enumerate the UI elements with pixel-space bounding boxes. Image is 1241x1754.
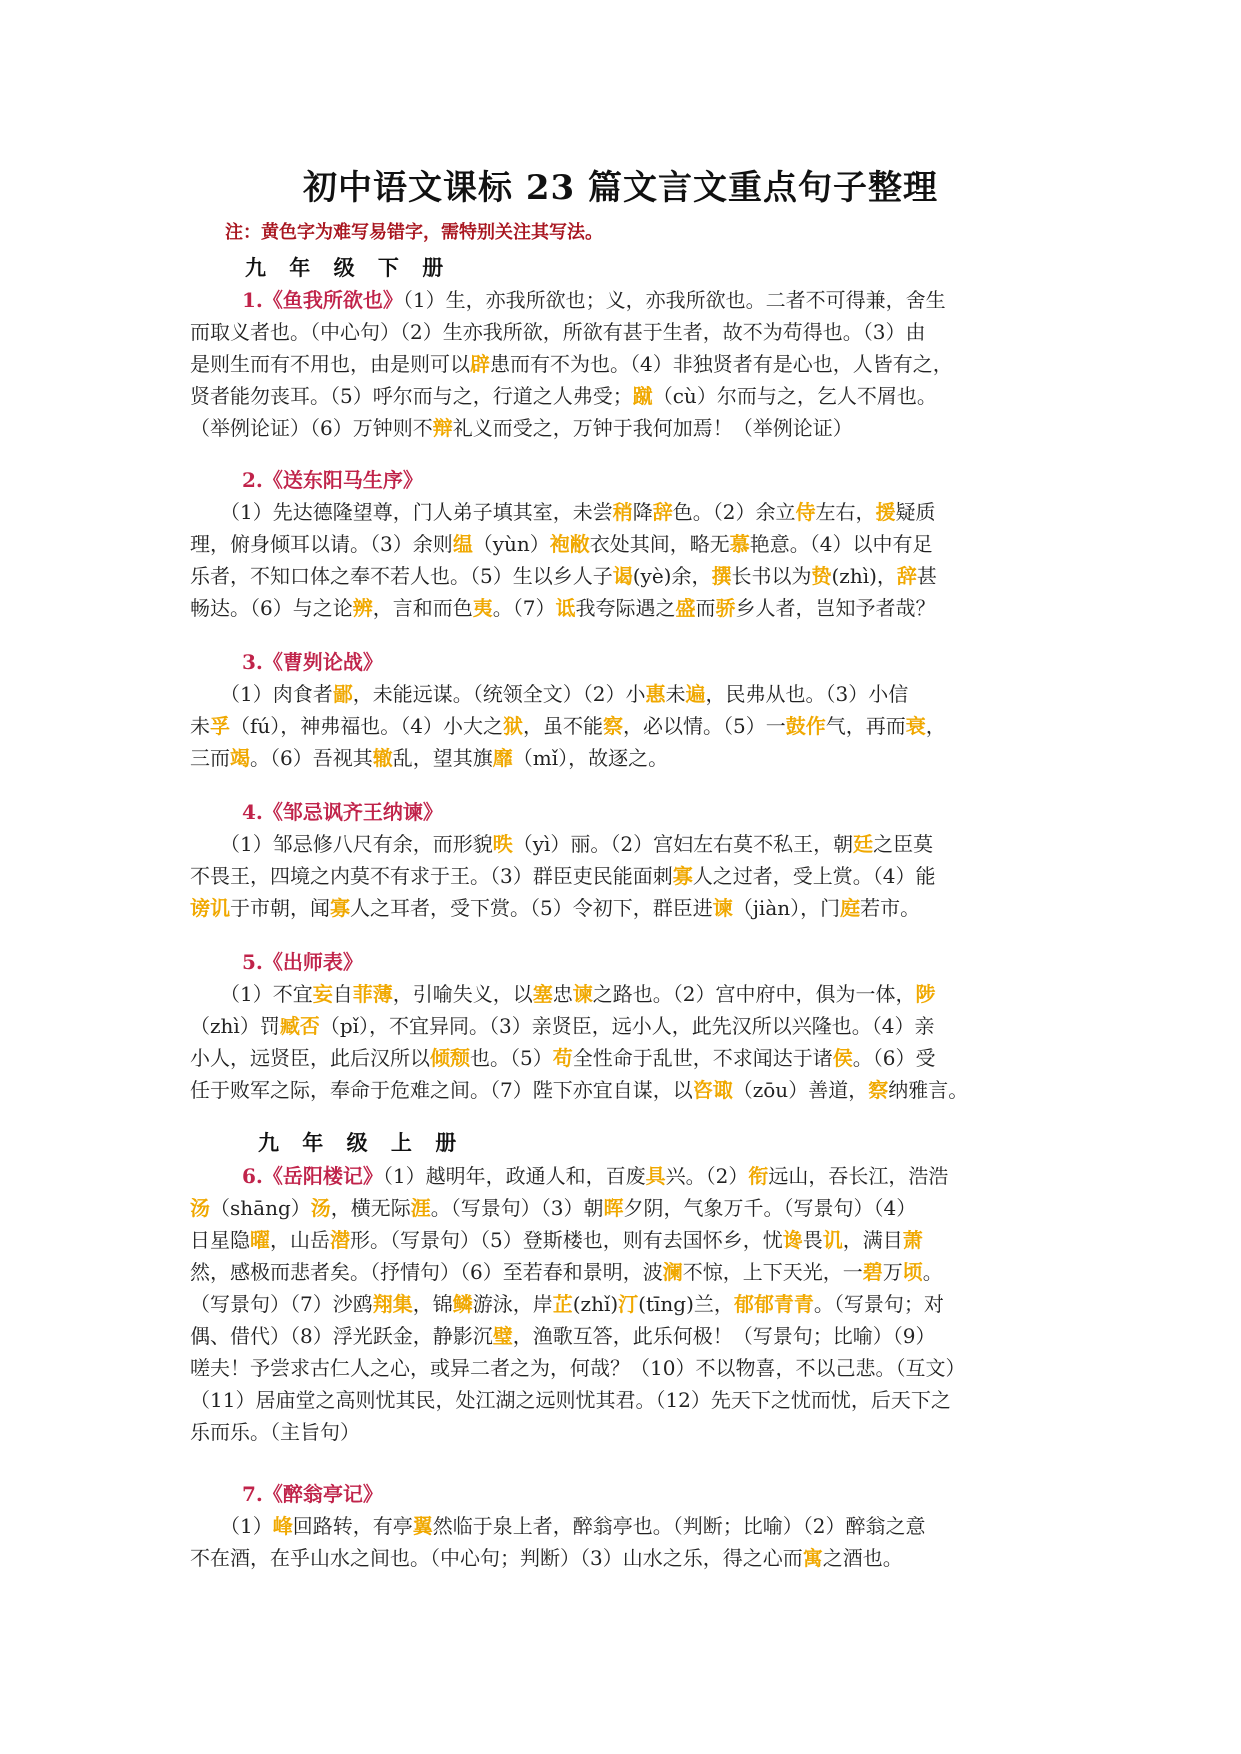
section-title: 《送东阳马生序》 — [262, 468, 423, 492]
highlight-char: 顷 — [902, 1260, 923, 1284]
highlight-char: 寓 — [802, 1546, 823, 1570]
highlight-char: 辨 — [352, 596, 373, 620]
highlight-char: 袍敝 — [549, 532, 590, 556]
highlight-char: 察 — [603, 714, 624, 738]
highlight-char: 郁郁青青 — [733, 1292, 814, 1316]
sentence-text: （1）不宜 — [220, 982, 313, 1006]
sentence-text: 理，俯身倾耳以请。（3）余则 — [190, 532, 453, 556]
sentence-text: 是则生而有不用也，由是则可以 — [190, 352, 470, 376]
sentence-text: （yì）丽。（2）宫妇左右莫不私王，朝 — [512, 832, 854, 856]
sentence-text: ， — [925, 714, 946, 738]
sentence-text: （11）居庙堂之高则忧其民，处江湖之远则忧其君。（12）先天下之忧而忧，后天下之 — [190, 1388, 951, 1412]
highlight-char: 蹴 — [632, 384, 653, 408]
sentence-text: 纳雅言。 — [888, 1078, 969, 1102]
section-number: 7. — [242, 1482, 263, 1506]
text-line — [190, 892, 1056, 924]
section-title: 《醉翁亭记》 — [262, 1482, 383, 1506]
highlight-char: 汀 — [618, 1292, 639, 1316]
section-heading — [190, 946, 1056, 978]
sentence-text: ，满目 — [842, 1228, 903, 1252]
highlight-char: 璧 — [492, 1324, 513, 1348]
sentence-text: 忠 — [552, 982, 573, 1006]
highlight-char: 曜 — [250, 1228, 270, 1252]
sentence-text: 疑质 — [895, 500, 936, 524]
sentence-text: 之臣莫 — [873, 832, 934, 856]
sentence-text: 兴。（2） — [665, 1164, 749, 1188]
sentence-text: （pǐ），不宜异同。（3）亲贤臣，远小人，此先汉所以兴隆也。（4）亲 — [319, 1014, 935, 1038]
sentence-text: 。（6）吾视其 — [250, 746, 373, 770]
sentence-text: 游泳，岸 — [472, 1292, 553, 1316]
sentence-text: 未 — [190, 714, 210, 738]
highlight-char: 盛 — [675, 596, 696, 620]
sentence-text: 偶、借代）（8）浮光跃金，静影沉 — [190, 1324, 493, 1348]
section-7 — [190, 1478, 1056, 1578]
sentence-text: 于市朝，闻 — [230, 896, 330, 920]
section-title: 《出师表》 — [262, 950, 363, 974]
text-line — [190, 978, 1056, 1010]
highlight-char: 翼 — [412, 1514, 433, 1538]
section-heading — [190, 1478, 1056, 1510]
text-line — [190, 1010, 1056, 1042]
sentence-text: 礼义而受之，万钟于我何加焉！（举例论证） — [452, 416, 853, 440]
sentence-text: 色。（2）余立 — [672, 500, 796, 524]
sentence-text: 不惊，上下天光，一 — [682, 1260, 863, 1284]
sentence-text: 嗟夫！予尝求古仁人之心，或异二者之为，何哉？（10）不以物喜，不以己悲。（互文） — [190, 1356, 966, 1380]
highlight-char: 涯 — [410, 1196, 431, 1220]
sentence-text: （写景句）（7）沙鸥 — [190, 1292, 373, 1316]
sentence-text: 而 — [695, 596, 716, 620]
highlight-char: 澜 — [662, 1260, 683, 1284]
sentence-text: 未 — [665, 682, 686, 706]
text-line — [190, 592, 1056, 624]
highlight-char: 谏 — [572, 982, 593, 1006]
highlight-char: 晖 — [603, 1196, 624, 1220]
sentence-text: （1）生，亦我所欲也；义，亦我所欲也。二者不可得兼，舍生 — [402, 288, 946, 312]
text-line — [190, 710, 1056, 742]
section-number: 5. — [242, 950, 263, 974]
sentence-text: 人之耳者，受下赏。（5）令初下，群臣进 — [350, 896, 713, 920]
sentence-text: ，锦 — [412, 1292, 453, 1316]
sentence-text: 若市。 — [860, 896, 921, 920]
highlight-char: 讥 — [822, 1228, 843, 1252]
section-title: 《岳阳楼记》 — [262, 1164, 383, 1188]
text-line — [190, 1384, 1056, 1416]
highlight-char: 臧否 — [279, 1014, 320, 1038]
sentence-text: 夕阴，气象万千。（写景句）（4） — [623, 1196, 917, 1220]
sentence-text: 贤者能勿丧耳。（5）呼尔而与之，行道之人弗受； — [190, 384, 633, 408]
highlight-char: 衔 — [748, 1164, 769, 1188]
sentence-text: 衣处其间，略无 — [589, 532, 730, 556]
text-line — [190, 560, 1056, 592]
highlight-char: 峰 — [272, 1514, 293, 1538]
sentence-text: 然临于泉上者，醉翁亭也。（判断；比喻）（2）醉翁之意 — [432, 1514, 926, 1538]
sentence-text: 形。（写景句）（5）登斯楼也，则有去国怀乡，忧 — [350, 1228, 783, 1252]
highlight-char: 昳 — [492, 832, 513, 856]
section-2 — [190, 464, 1056, 630]
highlight-char: 辙 — [372, 746, 393, 770]
sentence-text: 也。（5） — [470, 1046, 553, 1070]
highlight-char: 庭 — [840, 896, 861, 920]
sentence-text: (tīng)兰， — [638, 1292, 734, 1316]
sentence-text: 气，再而 — [825, 714, 906, 738]
sentence-text: 畅达。（6）与之论 — [190, 596, 353, 620]
highlight-char: 碧 — [862, 1260, 883, 1284]
text-line — [190, 828, 1056, 860]
highlight-char: 芷 — [552, 1292, 573, 1316]
sentence-text: （1） — [220, 1514, 273, 1538]
sentence-text: 。（6）受 — [852, 1046, 936, 1070]
highlight-char: 缊 — [452, 532, 473, 556]
text-line — [190, 1542, 1056, 1574]
sentence-text: 畏 — [802, 1228, 823, 1252]
section-heading — [190, 796, 1056, 828]
section-heading — [190, 464, 1056, 496]
sentence-text: 三而 — [190, 746, 230, 770]
sentence-text: (yè)余， — [632, 564, 712, 588]
sentence-text: 远山，吞长江，浩浩 — [768, 1164, 949, 1188]
highlight-char: 鼓作 — [785, 714, 826, 738]
sentence-text: 乱，望其旗 — [392, 746, 493, 770]
sentence-text: ，横无际 — [330, 1196, 411, 1220]
sentence-text: ，必以情。（5）一 — [623, 714, 786, 738]
sentence-text: 之路也。（2）宫中府中，俱为一体， — [592, 982, 916, 1006]
highlight-char: 竭 — [230, 746, 250, 770]
sentence-text: ，渔歌互答，此乐何极！（写景句；比喻）（9） — [512, 1324, 936, 1348]
grade-heading-lower: 九 年 级 下 册 — [245, 255, 452, 280]
text-line — [190, 1288, 1056, 1320]
highlight-char: 廷 — [853, 832, 874, 856]
highlight-char: 稍 — [612, 500, 633, 524]
text-line — [190, 1224, 1056, 1256]
highlight-char: 诋 — [555, 596, 576, 620]
sentence-text: ，未能远谋。（统领全文）（2）小 — [352, 682, 646, 706]
highlight-char: 倾颓 — [430, 1046, 470, 1070]
section-number: 2. — [242, 468, 263, 492]
sentence-text: 日星隐 — [190, 1228, 250, 1252]
sentence-text: 艳意。（4）以中有足 — [749, 532, 933, 556]
grade-heading-upper: 九 年 级 上 册 — [258, 1130, 465, 1155]
text-line — [190, 742, 1056, 774]
highlight-char: 陟 — [915, 982, 936, 1006]
highlight-char: 察 — [868, 1078, 889, 1102]
section-heading — [190, 646, 1056, 678]
highlight-char: 潜 — [330, 1228, 350, 1252]
sentence-text: 甚 — [916, 564, 937, 588]
highlight-char: 靡 — [492, 746, 513, 770]
text-line — [190, 412, 1056, 444]
highlight-char: 具 — [645, 1164, 666, 1188]
highlight-char: 惠 — [645, 682, 666, 706]
sentence-text: ，引喻失义，以 — [392, 982, 533, 1006]
highlight-char: 萧 — [902, 1228, 923, 1252]
sentence-text: （1）肉食者 — [220, 682, 333, 706]
sentence-text: （1）邹忌修八尺有余，而形貌 — [220, 832, 493, 856]
highlight-char: 侍 — [795, 500, 816, 524]
sentence-text: （举例论证）（6）万钟则不 — [190, 416, 433, 440]
section-4 — [190, 796, 1056, 930]
sentence-text: 长书以为 — [731, 564, 812, 588]
section-title: 《邹忌讽齐王纳谏》 — [262, 800, 443, 824]
highlight-char: 狱 — [503, 714, 524, 738]
section-5 — [190, 946, 1056, 1112]
text-line — [190, 348, 1056, 380]
sentence-text: 我夸际遇之 — [575, 596, 676, 620]
highlight-char: 孚 — [210, 714, 230, 738]
highlight-char: 夷 — [472, 596, 493, 620]
section-6 — [190, 1160, 1056, 1448]
highlight-char: 衰 — [905, 714, 926, 738]
highlight-char: 寡 — [330, 896, 350, 920]
sentence-text: 。（写景句；对 — [813, 1292, 944, 1316]
document-title: 初中语文课标 23 篇文言文重点句子整理 — [303, 168, 938, 208]
text-line — [190, 1416, 1056, 1448]
sentence-text: （fú），神弗福也。（4）小大之 — [230, 714, 504, 738]
sentence-text: 左右， — [815, 500, 876, 524]
sentence-text: ，山岳 — [270, 1228, 330, 1252]
text-line — [190, 284, 1056, 316]
sentence-text: （shāng） — [210, 1196, 311, 1220]
highlight-char: 侯 — [832, 1046, 853, 1070]
text-line — [190, 1256, 1056, 1288]
text-line — [190, 496, 1056, 528]
highlight-note: 注：黄色字为难写易错字，需特别关注其写法。 — [225, 222, 603, 243]
sentence-text: ，虽不能 — [523, 714, 604, 738]
sentence-text: （zōu）善道， — [732, 1078, 869, 1102]
sentence-text: （1）越明年，政通人和，百废 — [382, 1164, 646, 1188]
text-line — [190, 1320, 1056, 1352]
sentence-text: （cù）尔而与之，乞人不屑也。 — [652, 384, 937, 408]
sentence-text: 。（写景句）（3）朝 — [430, 1196, 604, 1220]
text-line — [190, 528, 1056, 560]
highlight-char: 汤 — [310, 1196, 331, 1220]
sentence-text: （1）先达德隆望尊，门人弟子填其室，未尝 — [220, 500, 613, 524]
text-line — [190, 860, 1056, 892]
sentence-text: 任于败军之际，奉命于危难之间。（7）陛下亦宜自谋，以 — [190, 1078, 693, 1102]
highlight-char: 菲薄 — [352, 982, 393, 1006]
sentence-text: ，民弗从也。（3）小信 — [705, 682, 909, 706]
sentence-text: 回路转，有亭 — [292, 1514, 413, 1538]
highlight-char: 妄 — [312, 982, 333, 1006]
sentence-text: 然，感极而悲者矣。（抒情句）（6）至若春和景明，波 — [190, 1260, 663, 1284]
section-3 — [190, 646, 1056, 780]
sentence-text: 人之过者，受上赏。（4）能 — [692, 864, 936, 888]
sentence-text: 降 — [632, 500, 653, 524]
text-line — [190, 678, 1056, 710]
section-number: 1. — [242, 288, 263, 312]
text-line — [190, 1160, 1056, 1192]
sentence-text: 患而有不为也。（4）非独贤者有是心也，人皆有之， — [490, 352, 953, 376]
sentence-text: 。 — [922, 1260, 943, 1284]
highlight-char: 谏 — [712, 896, 733, 920]
text-line — [190, 316, 1056, 348]
highlight-char: 辞 — [652, 500, 673, 524]
sentence-text: （zhì）罚 — [190, 1014, 280, 1038]
section-1 — [190, 284, 1056, 450]
sentence-text: 之酒也。 — [822, 1546, 903, 1570]
sentence-text: 不在酒，在乎山水之间也。（中心句；判断）（3）山水之乐，得之心而 — [190, 1546, 803, 1570]
sentence-text: 全性命于乱世，不求闻达于诸 — [572, 1046, 833, 1070]
highlight-char: 谗 — [782, 1228, 803, 1252]
text-line — [190, 1042, 1056, 1074]
highlight-char: 慕 — [729, 532, 750, 556]
highlight-char: 翔集 — [372, 1292, 413, 1316]
highlight-char: 撰 — [711, 564, 732, 588]
highlight-char: 谤讥 — [190, 896, 230, 920]
text-line — [190, 1352, 1056, 1384]
text-line — [190, 1192, 1056, 1224]
highlight-char: 苟 — [552, 1046, 573, 1070]
sentence-text: 乡人者，岂知予者哉？ — [735, 596, 936, 620]
sentence-text: 不畏王，四境之内莫不有求于王。（3）群臣吏民能面刺 — [190, 864, 673, 888]
sentence-text: (zhǐ) — [572, 1292, 619, 1316]
sentence-text: 而取义者也。（中心句）（2）生亦我所欲，所欲有甚于生者，故不为苟得也。（3）由 — [190, 320, 926, 344]
highlight-char: 贽 — [811, 564, 832, 588]
section-number: 4. — [242, 800, 263, 824]
sentence-text: 。（7） — [492, 596, 556, 620]
sentence-text: （yùn） — [472, 532, 550, 556]
sentence-text: 乐者，不知口体之奉不若人也。（5）生以乡人子 — [190, 564, 613, 588]
highlight-char: 汤 — [190, 1196, 210, 1220]
sentence-text: 自 — [332, 982, 353, 1006]
highlight-char: 塞 — [532, 982, 553, 1006]
sentence-text: ，言和而色 — [372, 596, 473, 620]
text-line — [190, 380, 1056, 412]
section-number: 6. — [242, 1164, 263, 1188]
sentence-text: 万 — [882, 1260, 903, 1284]
sentence-text: （mǐ），故逐之。 — [512, 746, 669, 770]
text-line — [190, 1074, 1056, 1106]
highlight-char: 辟 — [470, 352, 490, 376]
sentence-text: （jiàn），门 — [732, 896, 841, 920]
highlight-char: 辩 — [432, 416, 453, 440]
highlight-char: 援 — [875, 500, 896, 524]
sentence-text: 小人，远贤臣，此后汉所以 — [190, 1046, 430, 1070]
highlight-char: 谒 — [612, 564, 633, 588]
section-title: 《鱼我所欲也》 — [262, 288, 403, 312]
highlight-char: 鄙 — [332, 682, 353, 706]
sentence-text: (zhì)， — [831, 564, 897, 588]
section-number: 3. — [242, 650, 263, 674]
highlight-char: 咨诹 — [692, 1078, 733, 1102]
highlight-char: 辞 — [896, 564, 917, 588]
highlight-char: 骄 — [715, 596, 736, 620]
highlight-char: 遍 — [685, 682, 706, 706]
text-line — [190, 1510, 1056, 1542]
sentence-text: 乐而乐。（主旨句） — [190, 1420, 360, 1444]
section-title: 《曹刿论战》 — [262, 650, 383, 674]
highlight-char: 鳞 — [452, 1292, 473, 1316]
highlight-char: 寡 — [672, 864, 693, 888]
